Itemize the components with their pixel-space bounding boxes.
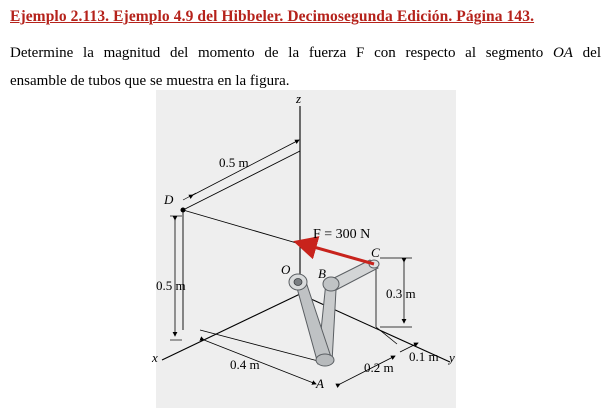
label-x: x: [152, 350, 158, 365]
pipe-assembly: [289, 260, 379, 366]
label-a: A: [316, 376, 324, 391]
label-y: y: [449, 350, 455, 365]
force-arrow: [296, 242, 374, 264]
line-od: [183, 210, 300, 244]
label-force: F = 300 N: [313, 227, 371, 242]
label-dim-top: 0.5 m: [219, 155, 249, 170]
label-c: C: [371, 245, 380, 260]
problem-line-2: ensamble de tubos que se muestra en la figura.: [10, 73, 290, 89]
problem-line-1: Determine la magnitud del momento de la fuerza F con respecto al segmento OA del: [10, 45, 601, 61]
example-heading: Ejemplo 2.113. Ejemplo 4.9 del Hibbeler. Decimosegunda Edición. Página 143.: [10, 8, 535, 25]
label-dim-bottom-mid: 0.2 m: [364, 360, 394, 375]
problem-statement: [10, 39, 601, 95]
label-dim-bottom-left: 0.4 m: [230, 357, 260, 372]
label-z: z: [296, 91, 302, 106]
pipe-assembly-figure: [140, 88, 480, 406]
label-b: B: [318, 266, 326, 281]
point-d-dot: [181, 208, 186, 213]
label-o: O: [281, 262, 291, 277]
segment-oa: OA: [552, 45, 573, 61]
line-c-y: [376, 327, 397, 344]
label-dim-left: 0.5 m: [156, 278, 186, 293]
label-dim-right: 0.3 m: [386, 286, 416, 301]
label-d: D: [164, 192, 174, 207]
label-dim-bottom-right: 0.1 m: [409, 349, 439, 364]
dim-bottom-left-line: [204, 340, 316, 384]
